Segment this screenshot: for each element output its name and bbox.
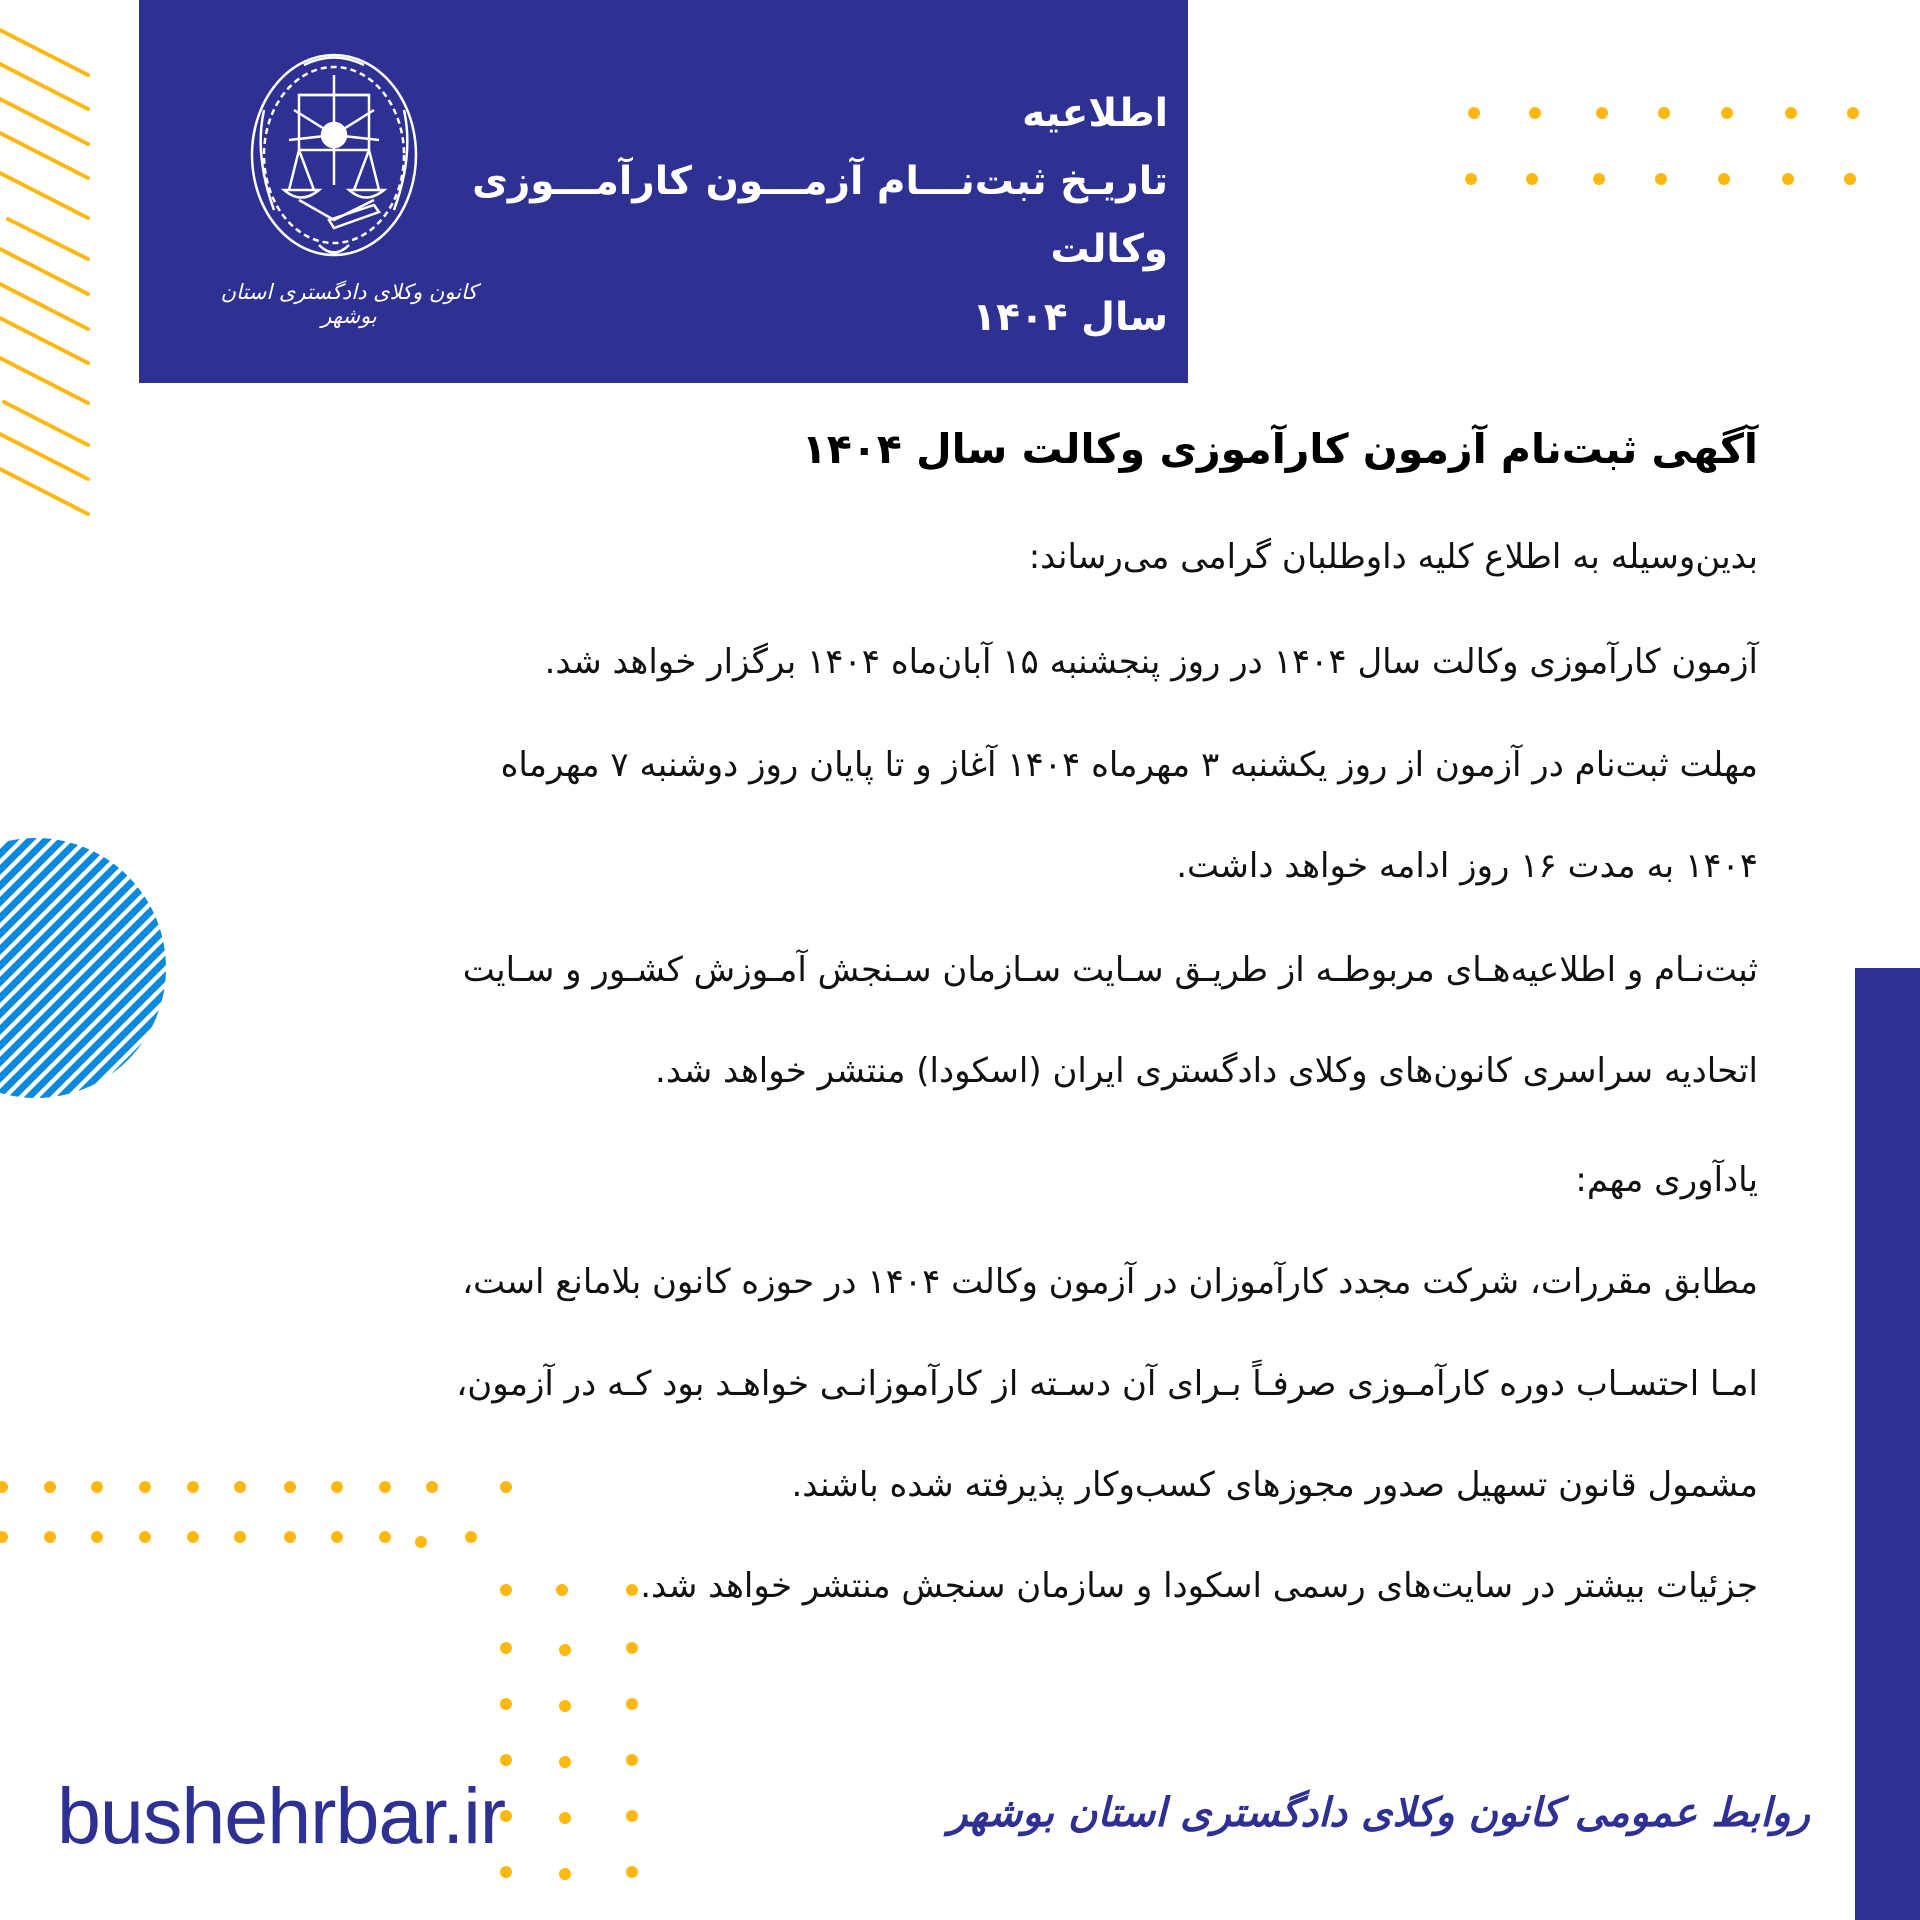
right-accent-bar — [1855, 968, 1920, 1920]
paragraph-intro: بدین‌وسیله به اطلاع کلیه داوطلبان گرامی می‌رساند: — [1028, 537, 1758, 577]
reminder-heading: یادآوری مهم: — [1575, 1160, 1758, 1200]
paragraph-exam-date: آزمون کارآموزی وکالت سال ۱۴۰۴ در روز پنجشنبه ۱۵ آبان‌ماه ۱۴۰۴ برگزار خواهد شد. — [544, 642, 1758, 682]
announcement-title: آگهی ثبت‌نام آزمون کارآموزی وکالت سال ۱۴۰۴ — [801, 425, 1758, 473]
paragraph-reminder-2: امـا احتسـاب دوره کارآمـوزی صرفـاً بـرای آن دسـته از کارآموزانـی خواهـد بود کـه در آزمون، — [456, 1364, 1758, 1404]
scales-of-justice-emblem-icon — [234, 40, 434, 270]
footer-organization: روابط عمومی کانون وکلای دادگستری استان بوشهر — [948, 1790, 1810, 1836]
paragraph-sources-1: ثبت‌نـام و اطلاعیه‌هـای مربوطـه از طریـق سـایت سـازمان سـنجش آمـوزش کشـور و سـایت — [462, 950, 1758, 990]
paragraph-more-details: جزئیات بیشتر در سایت‌های رسمی اسکودا و سازمان سنجش منتشر خواهد شد. — [640, 1566, 1758, 1606]
paragraph-reminder-3: مشمول قانون تسهیل صدور مجوزهای کسب‌وکار پذیرفته شده باشند. — [791, 1465, 1758, 1505]
header-title — [468, 80, 1168, 352]
website-link[interactable]: bushehrbar.ir — [57, 1771, 506, 1860]
header-line-year: سال ۱۴۰۴ — [972, 295, 1168, 340]
header-line-announcement: اطلاعیه — [1022, 91, 1168, 136]
header-line-registration-date: تاریـخ ثبت‌نـــام آزمـــون کارآمـــوزی وکالت — [472, 159, 1168, 272]
logo-caption: کانون وکلای دادگستری استان بوشهر — [220, 280, 478, 328]
paragraph-registration-period: مهلت ثبت‌نام در آزمون از روز یکشنبه ۳ مهرماه ۱۴۰۴ آغاز و تا پایان روز دوشنبه ۷ مهرماه — [500, 745, 1758, 785]
yellow-diagonal-stripes — [0, 0, 100, 800]
paragraph-sources-2: اتحادیه سراسری کانون‌های وکلای دادگستری ایران (اسکودا) منتشر خواهد شد. — [655, 1051, 1758, 1091]
paragraph-registration-duration: ۱۴۰۴ به مدت ۱۶ روز ادامه خواهد داشت. — [1176, 846, 1758, 886]
header-banner — [139, 0, 1188, 383]
blue-striped-circle — [0, 838, 170, 1100]
paragraph-reminder-1: مطابق مقررات، شرکت مجدد کارآموزان در آزمون وکالت ۱۴۰۴ در حوزه کانون بلامانع است، — [462, 1262, 1758, 1302]
